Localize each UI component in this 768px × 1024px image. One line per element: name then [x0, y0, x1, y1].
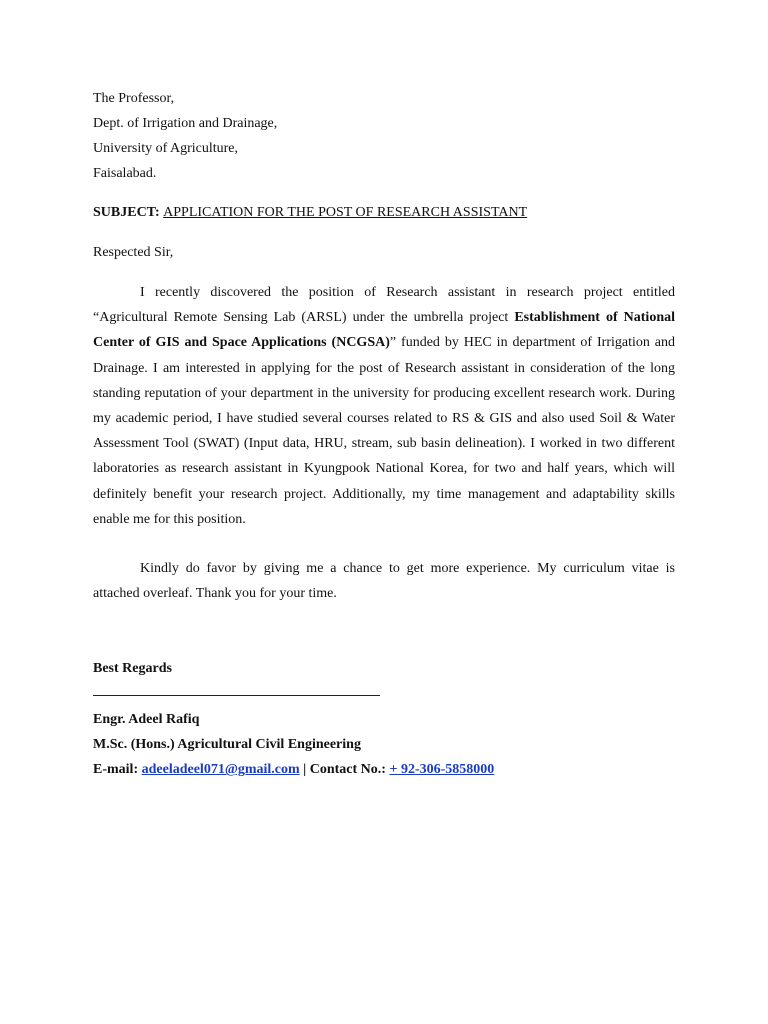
- subject-text: APPLICATION FOR THE POST OF RESEARCH ASSISTANT: [163, 205, 528, 220]
- signer-degree: M.Sc. (Hons.) Agricultural Civil Engineering: [93, 737, 361, 753]
- recipient-address: [93, 86, 675, 186]
- subject-line: [93, 200, 675, 225]
- body-paragraph-1: [93, 280, 675, 532]
- recipient-line: The Professor,: [93, 91, 175, 106]
- recipient-line: Dept. of Irrigation and Drainage,: [93, 116, 278, 131]
- signature-line: [93, 695, 380, 696]
- separator: |: [299, 762, 310, 778]
- contact-label: Contact No.:: [309, 762, 390, 778]
- salutation: Respected Sir,: [93, 245, 174, 260]
- body-paragraph-2: Kindly do favor by giving me a chance to get more experience. My curriculum vitae is attached overleaf. Thank you for your time.: [93, 561, 675, 602]
- body-text: I recently discovered the position of Research assistant in research project entitled “Agricultural Remote Sensing Lab (ARSL) under the umbrella project: [93, 285, 675, 326]
- email-label: E-mail:: [93, 762, 142, 778]
- signature-block: [93, 707, 675, 782]
- recipient-line: Faisalabad.: [93, 166, 157, 181]
- signer-name: Engr. Adeel Rafiq: [93, 712, 200, 728]
- recipient-line: University of Agriculture,: [93, 141, 239, 156]
- letter-content: [93, 86, 675, 782]
- project-name: Establishment of National Center of GIS and Space Applications (NCGSA): [93, 310, 675, 351]
- contact-line: [93, 757, 675, 782]
- email-link[interactable]: adeeladeel071@gmail.com: [141, 762, 300, 778]
- phone-link[interactable]: + 92-306-5858000: [389, 762, 495, 778]
- subject-label: SUBJECT:: [93, 205, 164, 220]
- closing: Best Regards: [93, 661, 172, 677]
- body-text: ” funded by HEC in department of Irrigation and Drainage. I am interested in applying for the post of Research assistant in consideration of the long standing reputation of your department in the university for producing excellent research work. During my academic period, I have studied several courses related to RS & GIS and also used Soil & Water Assessment Tool (SWAT) (Input data, HRU, stream, sub basin delineation). I worked in two different laboratories as research assistant in Kyungpook National Korea, for two and half years, which will definitely benefit your research project. Additionally, my time management and adaptability skills enable me for this position.: [93, 335, 675, 527]
